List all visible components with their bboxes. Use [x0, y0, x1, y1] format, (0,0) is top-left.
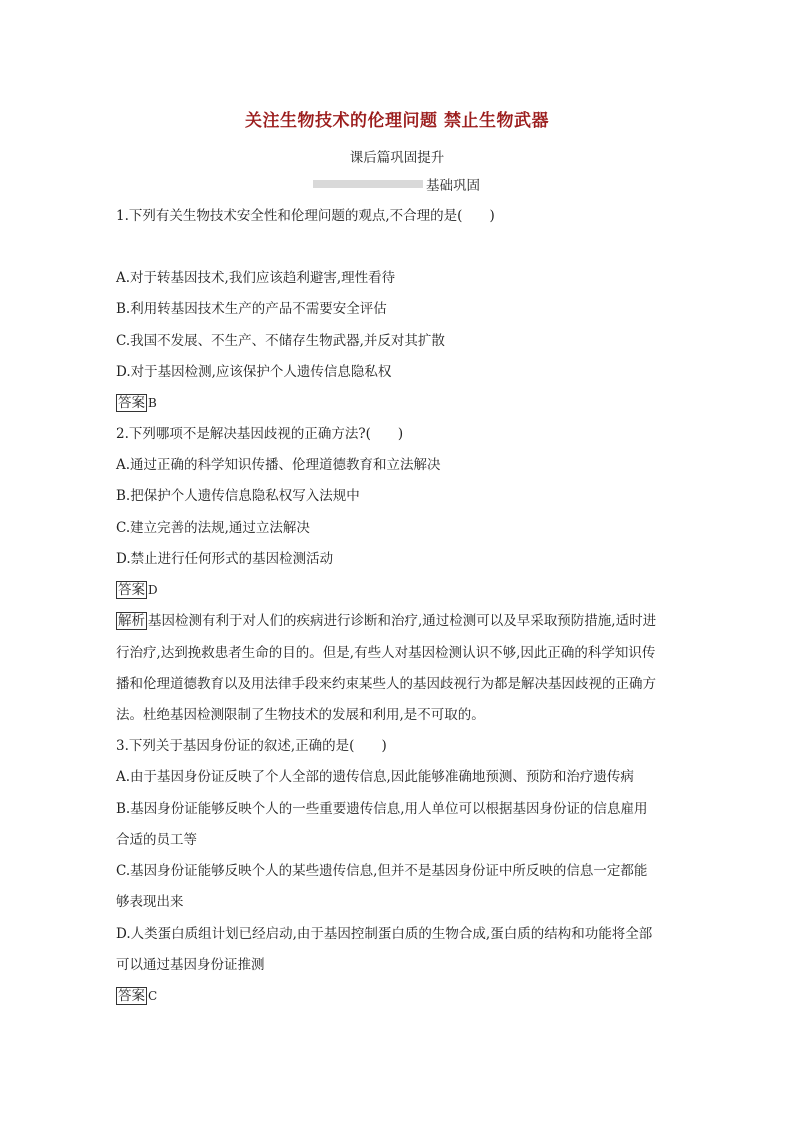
question-2-analysis-line-4: 法。杜绝基因检测限制了生物技术的发展和利用,是不可取的。 [116, 707, 485, 723]
analysis-text: 基因检测有利于对人们的疾病进行诊断和治疗,通过检测可以及早采取预防措施,适时进 [148, 613, 657, 629]
page-title: 关注生物技术的伦理问题 禁止生物武器 [245, 111, 549, 131]
question-2-option-a: A.通过正确的科学知识传播、伦理道德教育和立法解决 [116, 457, 441, 473]
section-label: 基础巩固 [426, 178, 480, 194]
question-3-option-c: C.基因身份证能够反映个人的某些遗传信息,但并不是基因身份证中所反映的信息一定都能 [116, 863, 648, 879]
page-subtitle: 课后篇巩固提升 [349, 150, 445, 166]
question-1-option-b: B.利用转基因技术生产的产品不需要安全评估 [116, 301, 387, 317]
question-2-option-c: C.建立完善的法规,通过立法解决 [116, 520, 310, 536]
question-1-option-c: C.我国不发展、不生产、不储存生物武器,并反对其扩散 [116, 333, 445, 349]
question-3-option-b: B.基因身份证能够反映个人的一些重要遗传信息,用人单位可以根据基因身份证的信息雇用 [116, 801, 648, 817]
question-1-stem: 1.下列有关生物技术安全性和伦理问题的观点,不合理的是( ) [116, 208, 495, 224]
section-header [313, 176, 480, 192]
section-bar [313, 180, 423, 188]
analysis-tag: 解析 [118, 613, 145, 629]
answer-tag: 答案 [118, 395, 145, 411]
question-3-answer [116, 987, 157, 1005]
question-2-analysis-line-3: 播和伦理道德教育以及用法律手段来约束某些人的基因歧视行为都是解决基因歧视的正确方 [116, 676, 656, 692]
question-1-option-d: D.对于基因检测,应该保护个人遗传信息隐私权 [116, 364, 392, 380]
question-1-answer [116, 394, 157, 412]
question-2-analysis-line-1 [116, 612, 656, 630]
question-3-option-d-cont: 可以通过基因身份证推测 [116, 957, 265, 973]
question-2-analysis-line-2: 行治疗,达到挽救患者生命的目的。但是,有些人对基因检测认识不够,因此正确的科学知识传 [116, 645, 656, 661]
question-3-option-b-cont: 合适的员工等 [116, 832, 197, 848]
question-2-option-d: D.禁止进行任何形式的基因检测活动 [116, 551, 334, 567]
answer-tag: 答案 [118, 988, 145, 1004]
question-2-answer [116, 581, 158, 599]
answer-value: D [148, 583, 158, 597]
question-2-stem: 2.下列哪项不是解决基因歧视的正确方法?( ) [116, 426, 404, 442]
question-2-option-b: B.把保护个人遗传信息隐私权写入法规中 [116, 488, 360, 504]
question-1-option-a: A.对于转基因技术,我们应该趋利避害,理性看待 [116, 270, 396, 286]
answer-value: C [148, 989, 158, 1003]
question-3-option-d: D.人类蛋白质组计划已经启动,由于基因控制蛋白质的生物合成,蛋白质的结构和功能将全部 [116, 926, 653, 942]
question-3-option-c-cont: 够表现出来 [116, 894, 184, 910]
answer-tag: 答案 [118, 582, 145, 598]
answer-value: B [148, 396, 157, 410]
question-3-stem: 3.下列关于基因身份证的叙述,正确的是( ) [116, 738, 387, 754]
question-3-option-a: A.由于基因身份证反映了个人全部的遗传信息,因此能够准确地预测、预防和治疗遗传病 [116, 769, 634, 785]
